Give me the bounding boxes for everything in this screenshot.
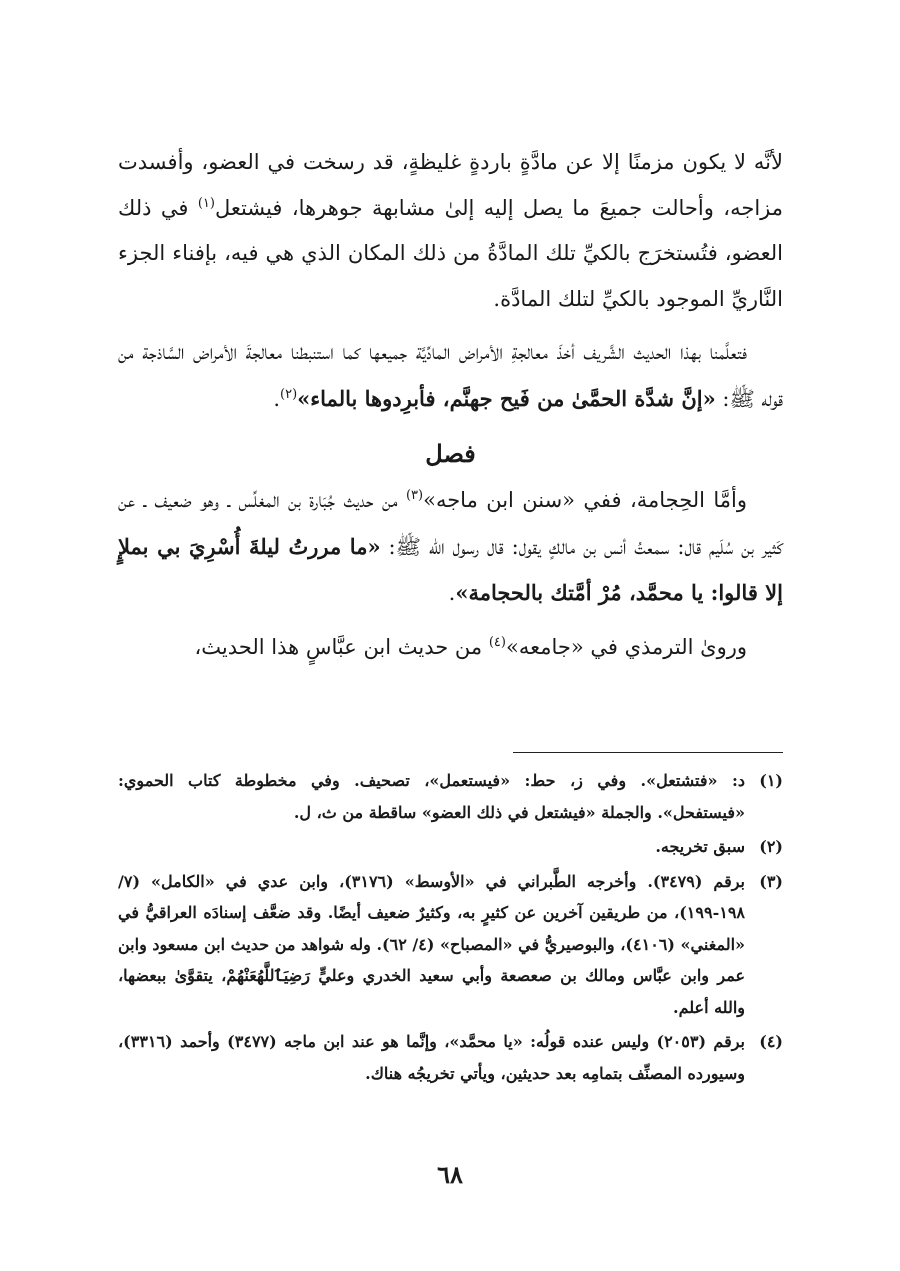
paragraph-2 bbox=[118, 330, 783, 422]
footnote-number: (٣) bbox=[759, 871, 783, 891]
footnotes bbox=[118, 765, 783, 1092]
hadith-quote-fever: «إنَّ شدَّة الحمَّىٰ من فَيح جهنَّم، فأبرِدوها بالماء» bbox=[297, 385, 716, 411]
footnote-ref-4[interactable]: (٤) bbox=[488, 634, 506, 650]
paragraph-3-text: وأمَّا الحِجامة، ففي «سنن ابن ماجه» bbox=[423, 488, 747, 512]
hadith-quote-cupping: «ما مررتُ ليلةَ أُسْرِيَ بي بملإٍ إلا قالوا: يا محمَّد، مُرْ أمَّتك بالحجامة» bbox=[118, 533, 783, 605]
paragraph-2-text: فتعلَّمنا بهذا الحديث الشَّريف أخذَ معالجةِ الأمراض المادِّيَّة جميعها كما استنبطنا معالجةَ الأمراض السَّاذجة من قوله ﷺ: bbox=[118, 340, 783, 411]
footnote-text: د: «فتشتعل». وفي ز، حط: «فيستعمل»، تصحيف. وفي مخطوطة كتاب الحموي: «فيستفحل». والجملة «فيشتعل في ذلك العضو» ساقطة من ث، ل. bbox=[118, 771, 745, 822]
footnote-number: (٤) bbox=[759, 1032, 783, 1051]
paragraph-4-text: وروىٰ الترمذي في «جامعه» bbox=[505, 634, 747, 659]
footnote-text: برقم (٣٤٧٩). وأخرجه الطَّبراني في «الأوسط» (٣١٧٦)، وابن عدي في «الكامل» (٧/ ١٩٨-١٩٩)، من طريقين آخرين عن كثيرٍ به، وكثيرٌ ضعيف أيضًا. وقد ضعَّف إسنادَه العراقيُّ في «المغني» (٤١٠٦)، والبوصيريُّ في «المصباح» (٤/ ٦٢). وله شواهد من حديث ابن مسعود وابن عمر وابن عبَّاس ومالك بن صعصعة وأبي سعيد الخدري وعليٍّ رَضِيَٱللَّهُعَنْهُمْ، يتقوَّىٰ ببعضها، والله أعلم. bbox=[118, 871, 746, 1017]
page-body bbox=[118, 140, 783, 1083]
footnote-number: (١) bbox=[759, 771, 783, 790]
footnote-text: برقم (٢٠٥٣) وليس عنده قولُه: «يا محمَّد»، وإنَّما هو عند ابن ماجه (٣٤٧٧) وأحمد (٣٣١٦)، وسيورده المصنِّف بتمامِه بعد حديثين، ويأتي تخريجُه هناك. bbox=[118, 1032, 745, 1083]
footnote-1 bbox=[118, 765, 783, 828]
paragraph-1-text-cont: في ذلك العضو، فتُستخرَج بالكيِّ تلك المادَّةُ من ذلك المكان الذي هي فيه، بإفناء الجزء النَّاريِّ الموجود بالكيِّ لتلك المادَّة. bbox=[118, 195, 783, 311]
paragraph-4-text-cont: من حديث ابن عبَّاسٍ هذا الحديث، bbox=[194, 634, 489, 659]
footnote-number: (٢) bbox=[759, 837, 783, 856]
footnote-separator bbox=[513, 752, 783, 753]
paragraph-3 bbox=[118, 478, 783, 617]
footnote-3 bbox=[118, 866, 783, 1024]
paragraph-1 bbox=[118, 140, 783, 322]
paragraph-4 bbox=[118, 625, 783, 671]
paragraph-1-text: لأنَّه لا يكون مزمنًا إلا عن مادَّةٍ باردةٍ غليظةٍ، قد رسخت في العضو، وأفسدت مزاجه، وأحالت جميعَ ما يصل إليه إلىٰ مشابهة جوهرها، فيشتعل bbox=[118, 150, 783, 220]
paragraph-3-text-cont: من حديث جُبَارة بن المغلِّس ـ وهو ضعيف ـ عن كَثير بن سُلَيم قال: سمعتُ أنس بن مالكٍ يقول: قال رسول الله ﷺ: bbox=[118, 488, 783, 559]
page-number: ٦٨ bbox=[437, 1160, 463, 1189]
footnote-text: سبق تخريجه. bbox=[655, 837, 745, 856]
paragraph-2-end: . bbox=[273, 386, 281, 411]
footnote-4 bbox=[118, 1026, 783, 1089]
footnote-ref-1[interactable]: (١) bbox=[197, 195, 215, 211]
footnote-ref-3[interactable]: (٣) bbox=[405, 488, 424, 503]
footnote-ref-2[interactable]: (٢) bbox=[280, 386, 298, 402]
section-heading: فصل bbox=[425, 439, 476, 468]
paragraph-3-end: . bbox=[448, 581, 456, 605]
footnote-2 bbox=[118, 831, 783, 863]
